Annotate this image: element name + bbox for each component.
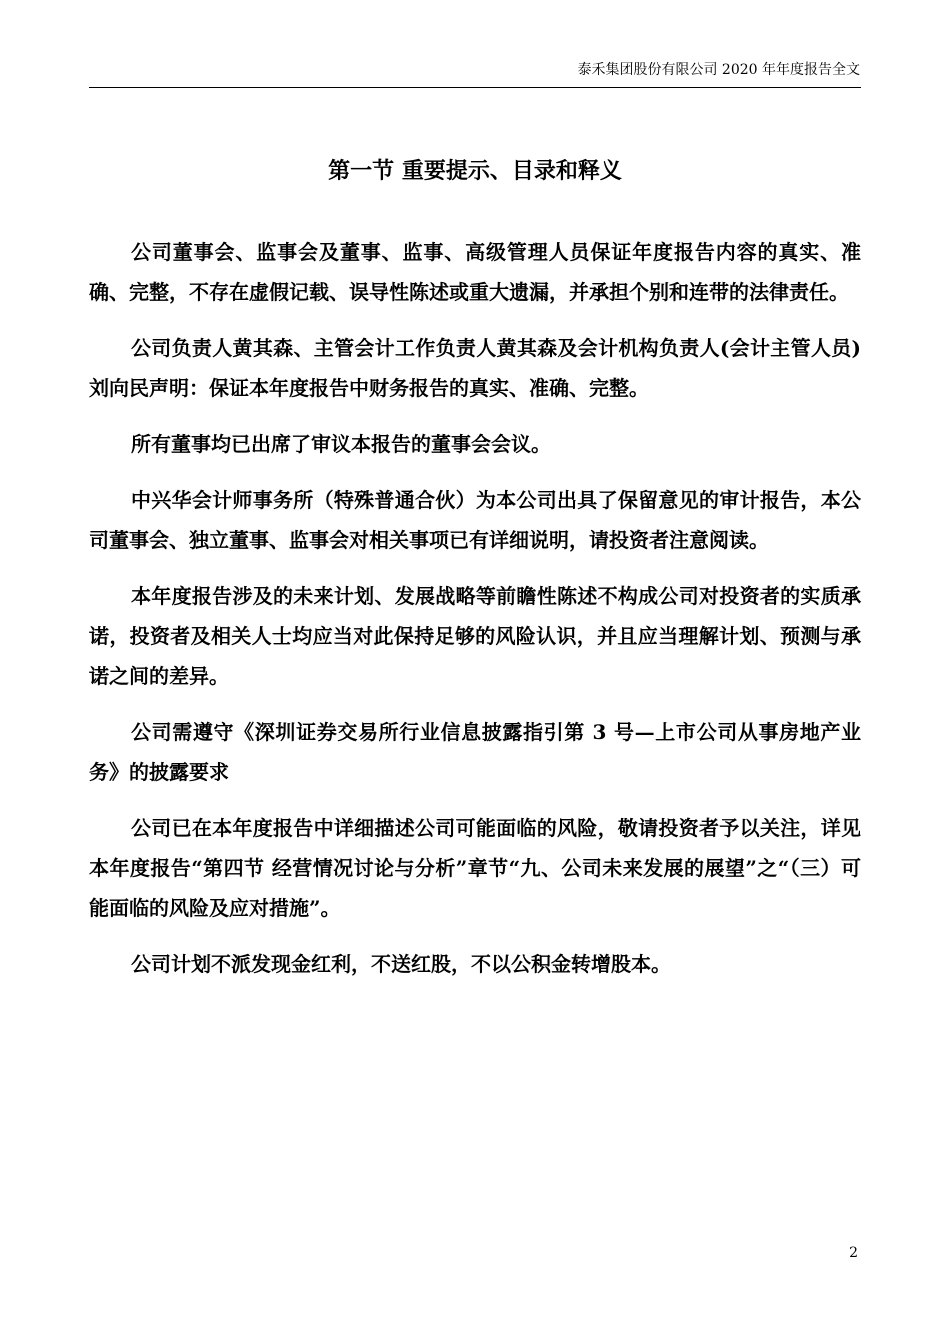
page-number: 2 [849, 1245, 858, 1261]
document-body [89, 232, 861, 1000]
section-title: 第一节 重要提示、目录和释义 [328, 158, 622, 184]
paragraph-responsibility: 公司董事会、监事会及董事、监事、高级管理人员保证年度报告内容的真实、准确、完整，不存在虚假记载、误导性陈述或重大遗漏，并承担个别和连带的法律责任。 [89, 240, 861, 304]
paragraph-disclosure-guideline: 公司需遵守《深圳证券交易所行业信息披露指引第 3 号—上市公司从事房地产业务》的披露要求 [89, 720, 861, 784]
paragraph-forward-looking: 本年度报告涉及的未来计划、发展战略等前瞻性陈述不构成公司对投资者的实质承诺，投资者及相关人士均应当对此保持足够的风险认识，并且应当理解计划、预测与承诺之间的差异。 [89, 584, 861, 688]
running-header: 泰禾集团股份有限公司 2020 年年度报告全文 [577, 62, 860, 78]
paragraph-dividend-plan: 公司计划不派发现金红利，不送红股，不以公积金转增股本。 [131, 952, 671, 976]
paragraph-board-attendance: 所有董事均已出席了审议本报告的董事会会议。 [131, 432, 551, 456]
paragraph-financial-statement: 公司负责人黄其森、主管会计工作负责人黄其森及会计机构负责人(会计主管人员)刘向民声明：保证本年度报告中财务报告的真实、准确、完整。 [89, 336, 861, 400]
header-divider [89, 87, 861, 88]
paragraph-audit-opinion: 中兴华会计师事务所（特殊普通合伙）为本公司出具了保留意见的审计报告，本公司董事会、独立董事、监事会对相关事项已有详细说明，请投资者注意阅读。 [89, 488, 861, 552]
paragraph-risk-notice: 公司已在本年度报告中详细描述公司可能面临的风险，敬请投资者予以关注，详见本年度报告“第四节 经营情况讨论与分析”章节“九、公司未来发展的展望”之“（三）可能面临的风险及应对措施”。 [89, 816, 861, 920]
